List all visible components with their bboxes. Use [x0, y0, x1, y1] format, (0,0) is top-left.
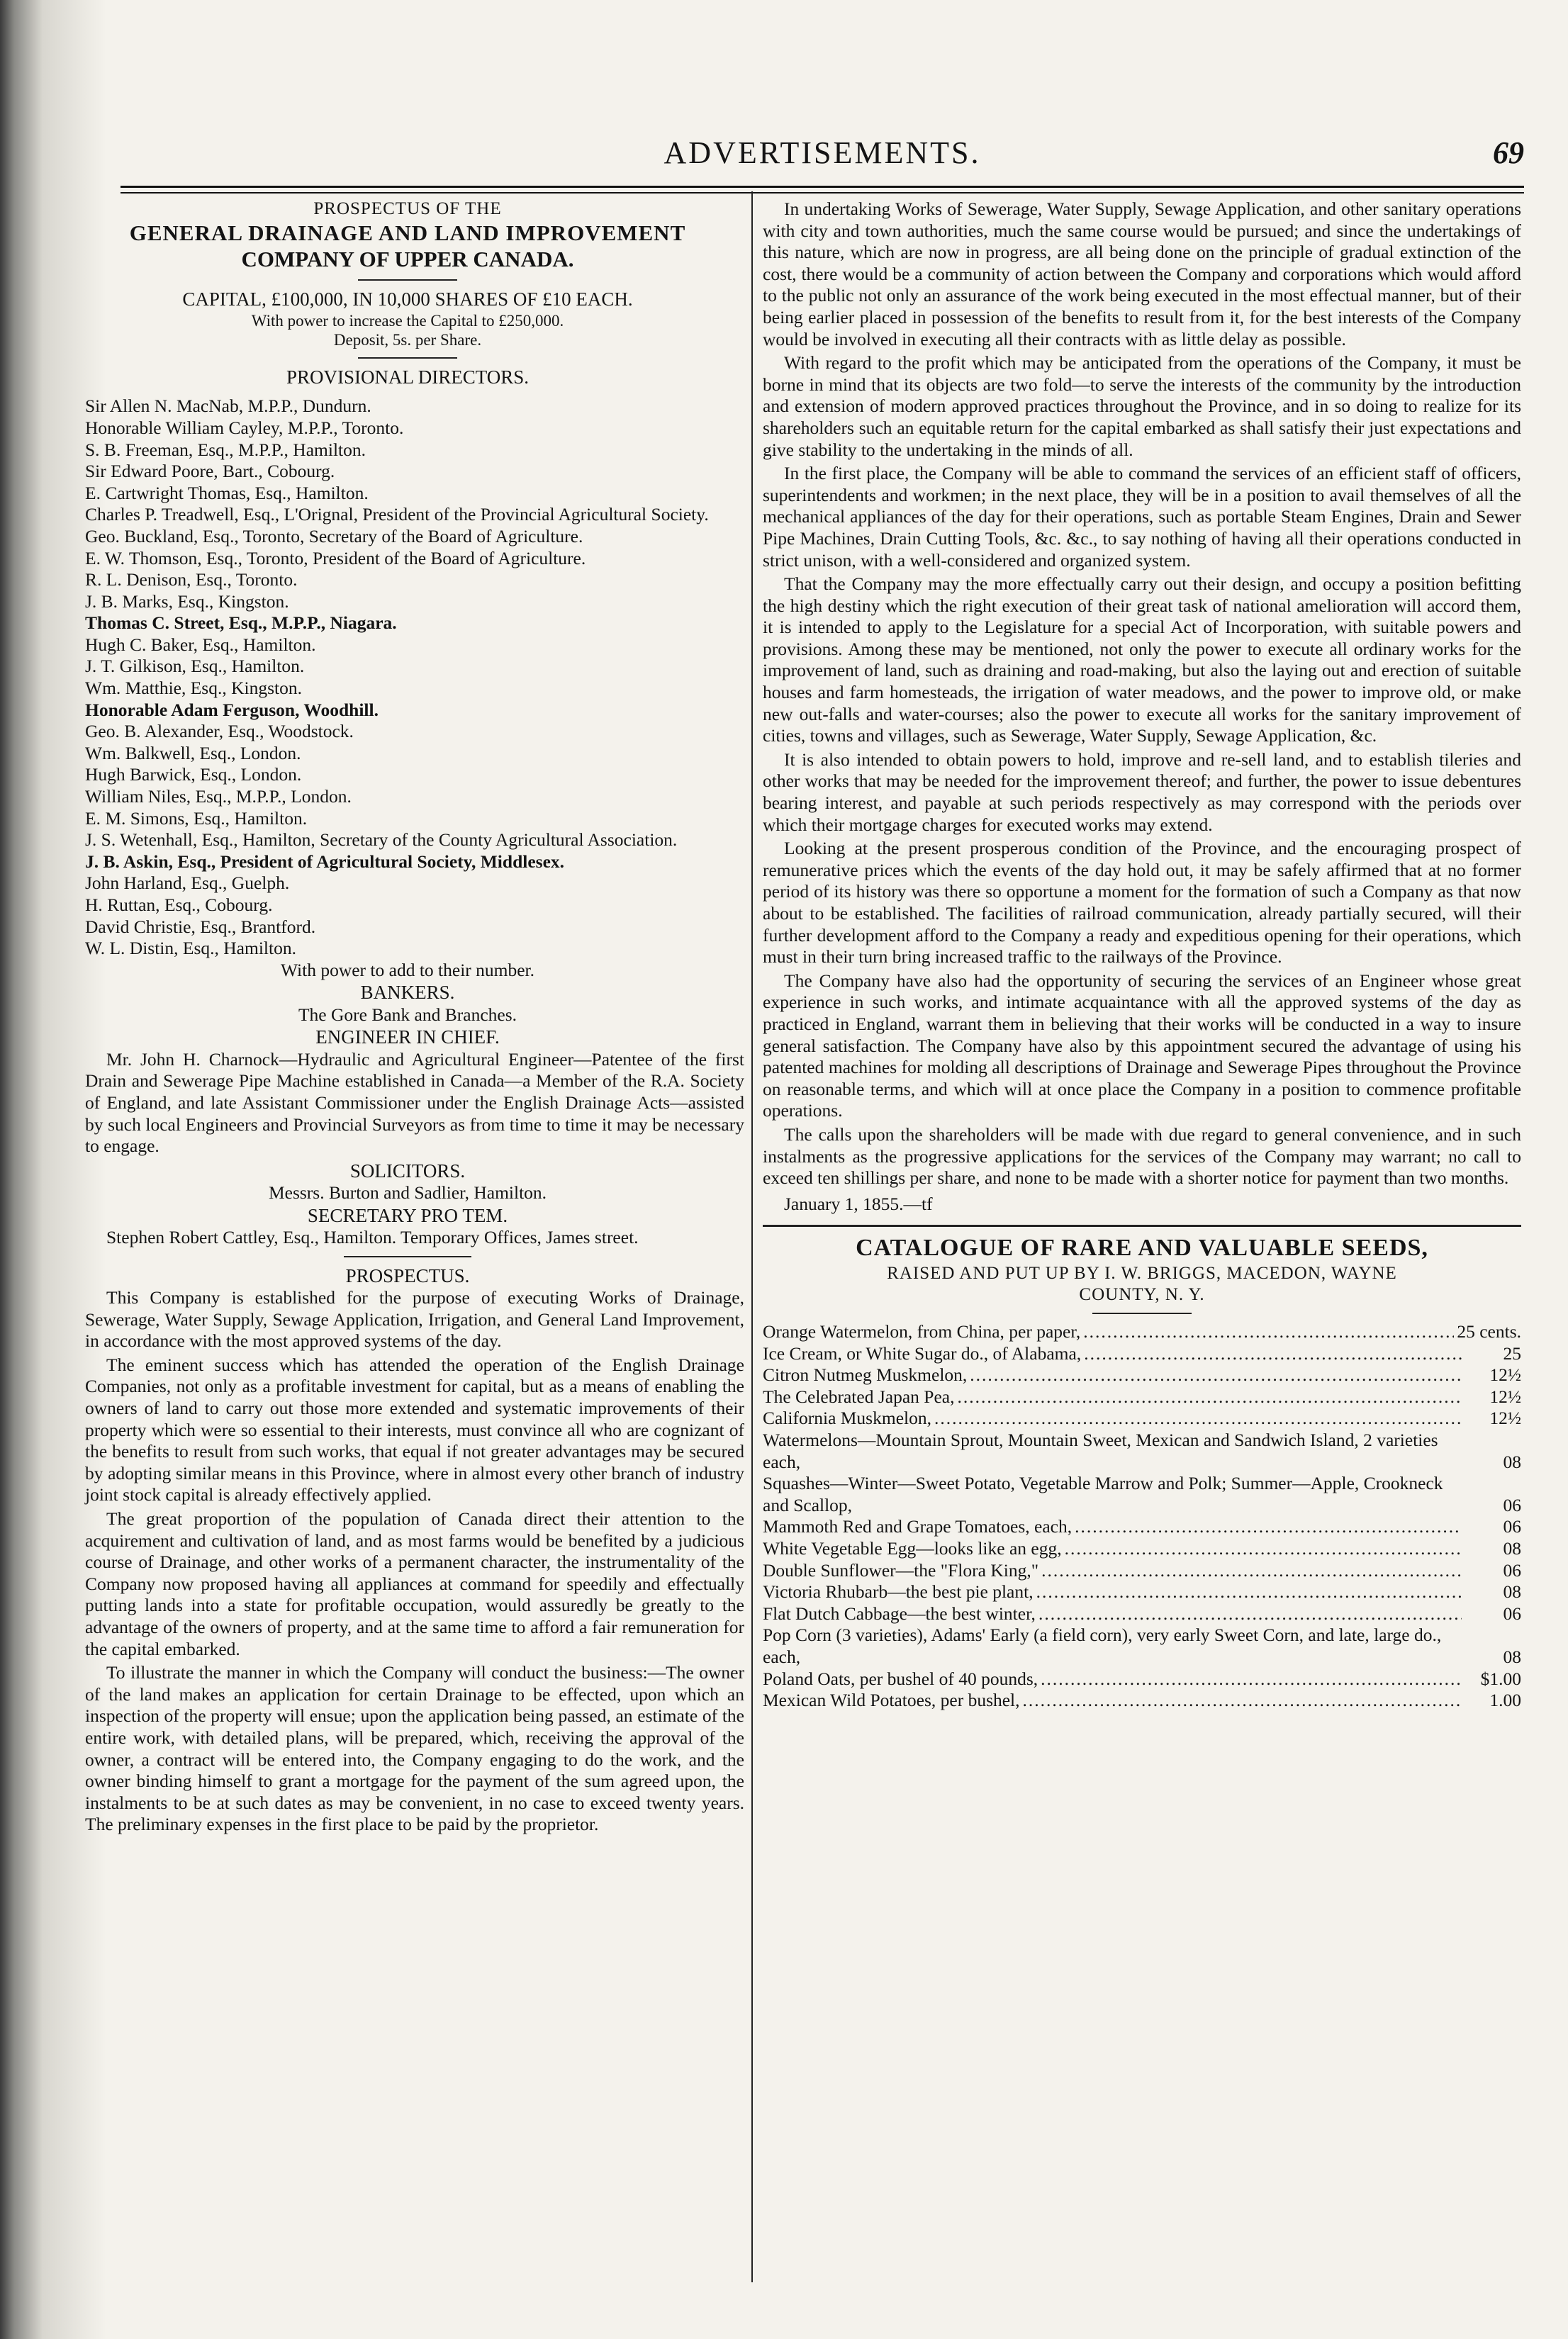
- director-entry: Hugh C. Baker, Esq., Hamilton.: [85, 634, 316, 655]
- directors-list: [71, 396, 744, 959]
- solicitors-heading: SOLICITORS.: [349, 1160, 466, 1182]
- seed-item: [763, 1581, 1521, 1603]
- leader-dots: [934, 1408, 1462, 1430]
- seed-item: [763, 1690, 1521, 1712]
- leader-dots: [1083, 1321, 1454, 1343]
- seed-price: 12½: [1489, 1364, 1521, 1386]
- leader-dots: [1038, 1603, 1462, 1625]
- running-title: ADVERTISEMENTS.: [663, 135, 981, 170]
- seed-name: Squashes—Winter—Sweet Potato, Vegetable Marrow and Polk; Summer—Apple, Crookneck and Scallop,: [763, 1473, 1443, 1515]
- seed-price: 08: [1503, 1538, 1521, 1559]
- director-entry: E. Cartwright Thomas, Esq., Hamilton.: [85, 482, 369, 503]
- bankers-heading: BANKERS.: [360, 982, 455, 1004]
- seed-item: [763, 1625, 1521, 1668]
- prospectus-paragraph: In the first place, the Company will be able to command the services of an efficient staff of officers, superintendents and workmen; in the next place, they will be in a position to avail themselves of all the mechanical appliances of the day for their operations, such as portable Steam Engines, Drain and Sewer Pipe Machines, Drain Cutting Tools, &c. &c., to say nothing of having all their operations conducted in strict unison, with a well-considered and organized system.: [763, 463, 1521, 571]
- seed-price: 12½: [1489, 1408, 1521, 1429]
- director-entry: H. Ruttan, Esq., Cobourg.: [85, 894, 273, 915]
- seed-name: Double Sunflower—the "Flora King,": [763, 1559, 1039, 1581]
- seed-name: Citron Nutmeg Muskmelon,: [763, 1364, 968, 1386]
- leader-dots: [1041, 1668, 1462, 1690]
- seed-name: The Celebrated Japan Pea,: [763, 1386, 955, 1407]
- header-rule: [121, 186, 1524, 193]
- seed-item: [763, 1516, 1521, 1538]
- prospectus-paragraph: The calls upon the shareholders will be made with due regard to general convenience, and in such instalments as the progressive applications for the services of the Company may warrant; no call to exceed ten shillings per share, and none to be made with a shorter notice for payment than two months.: [763, 1123, 1521, 1189]
- seed-item: [763, 1343, 1521, 1365]
- divider: [358, 279, 457, 281]
- right-column: [763, 198, 1521, 1712]
- director-entry: William Niles, Esq., M.P.P., London.: [85, 786, 352, 807]
- seed-name: Mexican Wild Potatoes, per bushel,: [763, 1690, 1020, 1711]
- director-entry: Wm. Balkwell, Esq., London.: [85, 742, 301, 763]
- secretary-text: Stephen Robert Cattley, Esq., Hamilton. Temporary Offices, James street.: [106, 1227, 639, 1248]
- prospectus-paragraph: The great proportion of the population of Canada direct their attention to the acquirement and cultivation of land, and as most farms would be benefited by a judicious course of Drainage, and other works of a permanent character, the instrumentality of the Company now proposed having all appliances at command for speedily and effectually putting lands into a state for profitable occupation, would assuredly be greatly to the advantage of the owners of property, and at the same time to afford a fair remuneration for the capital embarked.: [85, 1508, 744, 1659]
- leader-dots: [957, 1386, 1462, 1408]
- section-rule: [763, 1225, 1521, 1227]
- company-name-line2: COMPANY OF UPPER CANADA.: [241, 247, 574, 272]
- seed-name: Orange Watermelon, from China, per paper,: [763, 1321, 1081, 1342]
- prospectus-paragraph: With regard to the profit which may be anticipated from the operations of the Company, it must be borne in mind that its objects are two fold—to serve the interests of the community by the introduction and extension of modern approved practices throughout the Province, and in so doing to realize for its shareholders such an equitable return for the capital embarked as shall satisfy their just expectations and give stability to the undertaking in the minds of all.: [763, 352, 1521, 460]
- leader-dots: [1041, 1560, 1462, 1582]
- deposit-line: Deposit, 5s. per Share.: [333, 331, 482, 349]
- seed-name: Pop Corn (3 varieties), Adams' Early (a field corn), very early Sweet Corn, and late, large do., each,: [763, 1625, 1442, 1668]
- director-entry: J. S. Wetenhall, Esq., Hamilton, Secretary of the County Agricultural Association.: [85, 829, 678, 851]
- seed-price: 25 cents.: [1457, 1321, 1521, 1342]
- prospectus-paragraph: This Company is established for the purpose of executing Works of Drainage, Sewerage, Water Supply, Sewage Application, Irrigation, and General Land Improvement, in accordance with the most approved systems of the day.: [85, 1287, 744, 1352]
- directors-power-line: With power to add to their number.: [280, 959, 535, 980]
- secretary-heading: SECRETARY PRO TEM.: [307, 1204, 508, 1226]
- seed-price: $1.00: [1480, 1668, 1521, 1689]
- seed-name: Victoria Rhubarb—the best pie plant,: [763, 1581, 1034, 1603]
- seed-item: [763, 1603, 1521, 1625]
- director-entry: Geo. Buckland, Esq., Toronto, Secretary of the Board of Agriculture.: [85, 525, 583, 546]
- prospectus-body: [71, 1287, 744, 1836]
- seed-item: [763, 1560, 1521, 1582]
- seed-item: [763, 1473, 1521, 1516]
- seed-name: California Muskmelon,: [763, 1408, 931, 1429]
- director-entry: J. B. Askin, Esq., President of Agricultural Society, Middlesex.: [85, 851, 565, 872]
- running-head: [121, 135, 1524, 177]
- prospectus-paragraph: In undertaking Works of Sewerage, Water Supply, Sewage Application, and other sanitary operations with city and town authorities, much the same course would be pursued; and since the undertakings of this nature, which are now in progress, are all being done on the principle of gradual extinction of the cost, there would be a community of action between the Company and corporations which would afford to the public not only an assurance of the work being executed in the most effectual manner, but of their being earlier placed in possession of the benefits to result from it, for the best interests of the Company would be involved in executing all their contracts with as little delay as possible.: [763, 198, 1521, 349]
- director-entry: S. B. Freeman, Esq., M.P.P., Hamilton.: [85, 439, 366, 460]
- page-number: 69: [1493, 135, 1524, 170]
- catalogue-subtitle: RAISED AND PUT UP BY I. W. BRIGGS, MACEDON, WAYNE: [887, 1264, 1397, 1284]
- seed-price: 12½: [1489, 1386, 1521, 1407]
- leader-dots: [1036, 1581, 1462, 1603]
- prospectus-heading: PROSPECTUS.: [345, 1264, 470, 1286]
- catalogue-subtitle-2: COUNTY, N. Y.: [1079, 1285, 1205, 1305]
- director-entry: Sir Edward Poore, Bart., Cobourg.: [85, 461, 335, 482]
- director-entry: E. W. Thomson, Esq., Toronto, President of the Board of Agriculture.: [85, 547, 586, 568]
- seed-name: White Vegetable Egg—looks like an egg,: [763, 1538, 1062, 1559]
- seed-name: Watermelons—Mountain Sprout, Mountain Sweet, Mexican and Sandwich Island, 2 varieties each,: [763, 1430, 1438, 1472]
- seed-name: Poland Oats, per bushel of 40 pounds,: [763, 1668, 1038, 1689]
- seed-price: 06: [1503, 1603, 1521, 1624]
- seed-item: [763, 1408, 1521, 1430]
- engineer-text: Mr. John H. Charnock—Hydraulic and Agricultural Engineer—Patentee of the first Drain and Sewerage Pipe Machine established in Canada—a Member of the R.A. Society of England, and late Assistant Commissioner under the English Drainage Acts—assisted by such local Engineers and Provincial Surveyors as from time to time it may be necessary to engage.: [85, 1048, 744, 1157]
- capital-line: CAPITAL, £100,000, IN 10,000 SHARES OF £10 EACH.: [182, 288, 633, 310]
- seed-price: 1.00: [1489, 1690, 1521, 1711]
- prospectus-paragraph: To illustrate the manner in which the Company will conduct the business:—The owner of the land makes an application for certain Drainage to be effected, upon which an inspection of the property will ensue; upon the application being passed, an estimate of the entire work, with detailed plans, will be prepared, which, receiving the approval of the owner, a contract will be entered into, the Company engaging to do the work, and the owner binding himself to grant a mortgage for the payment of the sum agreed upon, the instalments to be at such dates as may be convenient, in no case to exceed twenty years. The preliminary expenses in the first place to be paid by the proprietor.: [85, 1662, 744, 1835]
- prospectus-paragraph: It is also intended to obtain powers to hold, improve and re-sell land, and to establish tileries and other works that may be needed for the improvement thereof; and further, the power to issue debentures bearing interest, and payable at such periods respectively as may correspond with the periods over which their mortgage charges for executed works may extend.: [763, 748, 1521, 835]
- engineer-heading: ENGINEER IN CHIEF.: [315, 1026, 500, 1048]
- seed-item: [763, 1386, 1521, 1408]
- director-entry: J. T. Gilkison, Esq., Hamilton.: [85, 656, 305, 677]
- capital-power-line: With power to increase the Capital to £250,000.: [251, 311, 564, 330]
- prospectus-paragraph: Looking at the present prosperous condition of the Province, and the encouraging prospect of remunerative prices which the events of the day hold out, it may be safely affirmed that at no former period of its history was there so opportune a moment for the formation of such a Company as that now about to be established. The facilities of railroad communication, already partially secured, will their further development afford to the Company a ready and expeditious opening for their operations, which must in their turn bring increased traffic to the railways of the Province.: [763, 838, 1521, 967]
- leader-dots: [1023, 1690, 1462, 1712]
- director-entry: J. B. Marks, Esq., Kingston.: [85, 590, 289, 612]
- director-entry: Hugh Barwick, Esq., London.: [85, 764, 302, 785]
- column-divider: [751, 191, 753, 2282]
- seed-list: [763, 1321, 1521, 1712]
- company-name-line1: GENERAL DRAINAGE AND LAND IMPROVEMENT: [129, 220, 686, 245]
- prospectus-paragraph: The eminent success which has attended the operation of the English Drainage Companies, not only as a profitable investment for capital, but as a means of enabling the owners of land to carry out those more extended and systematic improvements of their property which were so essential to their interests, must convince all who are cognizant of the benefits to result from such works, that equal if not greater advantages may be secured by adopting similar means in this Province, where in almost every other branch of industry joint stock capital is already effectively applied.: [85, 1354, 744, 1505]
- catalogue-title: CATALOGUE OF RARE AND VALUABLE SEEDS,: [856, 1235, 1428, 1262]
- divider: [358, 357, 457, 359]
- leader-dots: [1084, 1343, 1462, 1365]
- leader-dots: [1065, 1538, 1462, 1560]
- seed-price: 06: [1503, 1559, 1521, 1581]
- prospectus-paragraph: That the Company may the more effectually carry out their design, and occupy a position befitting the high destiny which the right execution of their great task of national amelioration will accord them, it is intended to apply to the Legislature for a special Act of Incorporation, with suitable powers and provisions. Among these may be mentioned, not only the power to execute all ordinary works for the improvement of land, such as draining and road-making, but also the laying out and erection of suitable houses and farm homesteads, the irrigation of water meadows, and the power to improve old, or make new out-falls and water-courses; also the power to execute all works for the sanitary improvement of cities, towns and villages, such as Sewerage, Water Supply, Sewage Application, &c.: [763, 573, 1521, 746]
- directors-heading: PROVISIONAL DIRECTORS.: [286, 366, 530, 388]
- director-entry: Sir Allen N. MacNab, M.P.P., Dundurn.: [85, 396, 371, 417]
- seed-price: 06: [1503, 1494, 1521, 1515]
- seed-item: [763, 1321, 1521, 1343]
- director-entry: Wm. Matthie, Esq., Kingston.: [85, 678, 302, 699]
- prospectus-paragraph: The Company have also had the opportunity of securing the services of an Engineer whose great experience in such works, and intimate acquaintance with all the approved systems of the day as practiced in England, warrant them in believing that their works will be conducted in a way to insure general satisfaction. The Company have also by this appointment secured the advantage of using his patented machines for molding all descriptions of Drainage and Sewerage Pipes throughout the Province on reasonable terms, and which will at once place the Company in a position to commence profitable operations.: [763, 970, 1521, 1121]
- prospectus-of-heading: PROSPECTUS OF THE: [313, 199, 502, 218]
- seed-price: 08: [1503, 1451, 1521, 1472]
- director-entry: Geo. B. Alexander, Esq., Woodstock.: [85, 721, 354, 742]
- director-entry: Charles P. Treadwell, Esq., L'Orignal, President of the Provincial Agricultural Society.: [85, 504, 709, 525]
- seed-price: 06: [1503, 1516, 1521, 1537]
- director-entry: W. L. Distin, Esq., Hamilton.: [85, 938, 296, 959]
- seed-price: 08: [1503, 1581, 1521, 1603]
- seed-price: 25: [1503, 1342, 1521, 1364]
- divider: [1092, 1313, 1192, 1314]
- director-entry: Honorable Adam Ferguson, Woodhill.: [85, 699, 379, 720]
- director-entry: John Harland, Esq., Guelph.: [85, 873, 290, 894]
- seed-item: [763, 1364, 1521, 1386]
- director-entry: David Christie, Esq., Brantford.: [85, 916, 316, 937]
- seed-item: [763, 1668, 1521, 1690]
- seed-name: Ice Cream, or White Sugar do., of Alabama,: [763, 1342, 1082, 1364]
- director-entry: R. L. Denison, Esq., Toronto.: [85, 569, 298, 590]
- prospectus-continued: [763, 198, 1521, 1189]
- seed-name: Flat Dutch Cabbage—the best winter,: [763, 1603, 1036, 1624]
- director-entry: Honorable William Cayley, M.P.P., Toronto.: [85, 417, 404, 438]
- director-entry: E. M. Simons, Esq., Hamilton.: [85, 807, 308, 829]
- left-column: [71, 198, 744, 1838]
- leader-dots: [1075, 1516, 1462, 1538]
- seed-name: Mammoth Red and Grape Tomatoes, each,: [763, 1516, 1073, 1537]
- bankers-text: The Gore Bank and Branches.: [298, 1004, 517, 1025]
- seed-price: 08: [1503, 1647, 1521, 1668]
- date-line: January 1, 1855.—tf: [784, 1193, 933, 1214]
- director-entry: Thomas C. Street, Esq., M.P.P., Niagara.: [85, 612, 397, 634]
- leader-dots: [970, 1364, 1462, 1386]
- seed-item: [763, 1538, 1521, 1560]
- solicitors-text: Messrs. Burton and Sadlier, Hamilton.: [268, 1182, 547, 1204]
- divider: [344, 1256, 471, 1257]
- seed-item: [763, 1430, 1521, 1473]
